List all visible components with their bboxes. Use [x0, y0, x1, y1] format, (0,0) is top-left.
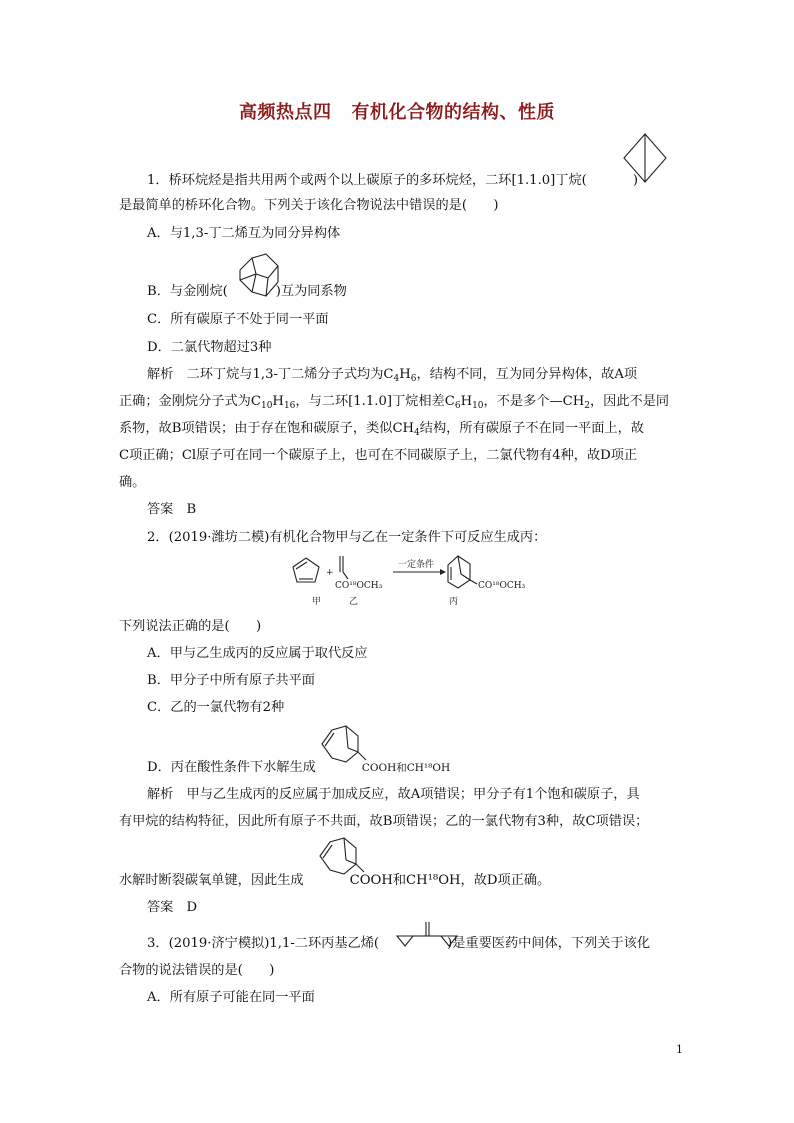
q2-option-d: D．丙在酸性条件下水解生成 COOH和CH¹⁸OH [147, 760, 451, 775]
bicyclobutane-structure [620, 131, 670, 187]
q1-stem-line1: 1．桥环烷烃是指共用两个或两个以上碳原子的多环烷烃，二环[1.1.0]丁烷( ) [147, 173, 638, 188]
page-title [0, 98, 794, 124]
q1-option-c: C．所有碳原子不处于同一平面 [147, 312, 329, 327]
q2-answer: 答案 D [147, 900, 198, 915]
q2-analysis-line3: 水解时断裂碳氧单键，因此生成 COOH和CH¹⁸OH，故D项正确。 [119, 873, 551, 888]
svg-text:乙: 乙 [349, 597, 359, 607]
q1-analysis-line4: C项正确；Cl原子可在同一个碳原子上，也可在不同碳原子上，二氯代物有4种，故D项正 [119, 448, 638, 463]
q1-analysis-line2: 正确；金刚烷分子式为$C_{10}H_{16}$，与二环[1.1.0]丁烷相差$C_6H_{10}$，不是多个$—CH_2$，因此不是同 [119, 394, 670, 411]
reaction-scheme [288, 552, 533, 610]
q1-analysis-line3: 系物，故B项错误；由于存在饱和碳原子，类似$CH_4$结构，所有碳原子不在同一平面上，故 [119, 421, 644, 438]
svg-text:甲: 甲 [312, 597, 322, 607]
q2-analysis-line2: 有甲烷的结构特征，因此所有原子不共面，故B项错误；乙的一氯代物有3种，故C项错误； [119, 814, 649, 829]
q2-ask: 下列说法正确的是( ) [119, 619, 262, 634]
q2-option-b: B．甲分子中所有原子共平面 [147, 673, 315, 688]
svg-text:CO¹⁸OCH₃: CO¹⁸OCH₃ [478, 581, 526, 591]
q3-stem-line2: 合物的说法错误的是( ) [119, 963, 275, 978]
q2-stem: 2．(2019·潍坊二模)有机化合物甲与乙在一定条件下可反应生成丙： [147, 530, 547, 545]
dicyclopropylethylene-structure [393, 920, 463, 950]
q2-option-a: A．甲与乙生成丙的反应属于取代反应 [147, 646, 368, 661]
q2-option-c: C．乙的一氯代物有2种 [147, 700, 285, 715]
q1-analysis-line5: 确。 [119, 475, 146, 490]
q1-answer: 答案 B [147, 502, 197, 517]
title-part1: 高频热点四 [239, 102, 332, 123]
q1-stem-line2: 是最简单的桥环化合物。下列关于该化合物说法中错误的是( ) [119, 198, 499, 213]
q3-option-a: A．所有原子可能在同一平面 [147, 990, 315, 1005]
q1-option-b: B．与金刚烷( )互为同系物 [147, 284, 347, 299]
svg-text:CO¹⁸OCH₃: CO¹⁸OCH₃ [335, 581, 383, 591]
q3-stem-line1: 3．(2019·济宁模拟)1,1-二环丙基乙烯( )是重要医药中间体，下列关于该化 [147, 936, 651, 951]
page-number: 1 [676, 1043, 683, 1056]
svg-text:丙: 丙 [449, 597, 459, 607]
svg-text:一定条件: 一定条件 [398, 560, 435, 570]
q1-analysis-line1: 解析 二环丁烷与1,3-丁二烯分子式均为$C_4H_6$，结构不同，互为同分异构体，故A项 [147, 367, 638, 384]
q1-option-d: D．二氯代物超过3种 [147, 340, 272, 355]
title-part2: 有机化合物的结构、性质 [351, 102, 555, 123]
svg-text:+: + [326, 568, 334, 578]
adamantane-structure [232, 248, 284, 300]
q2-analysis-line1: 解析 甲与乙生成丙的反应属于加成反应，故A项错误；甲分子有1个饱和碳原子，具 [147, 787, 640, 802]
q1-option-a: A．与1,3-丁二烯互为同分异构体 [147, 226, 341, 241]
